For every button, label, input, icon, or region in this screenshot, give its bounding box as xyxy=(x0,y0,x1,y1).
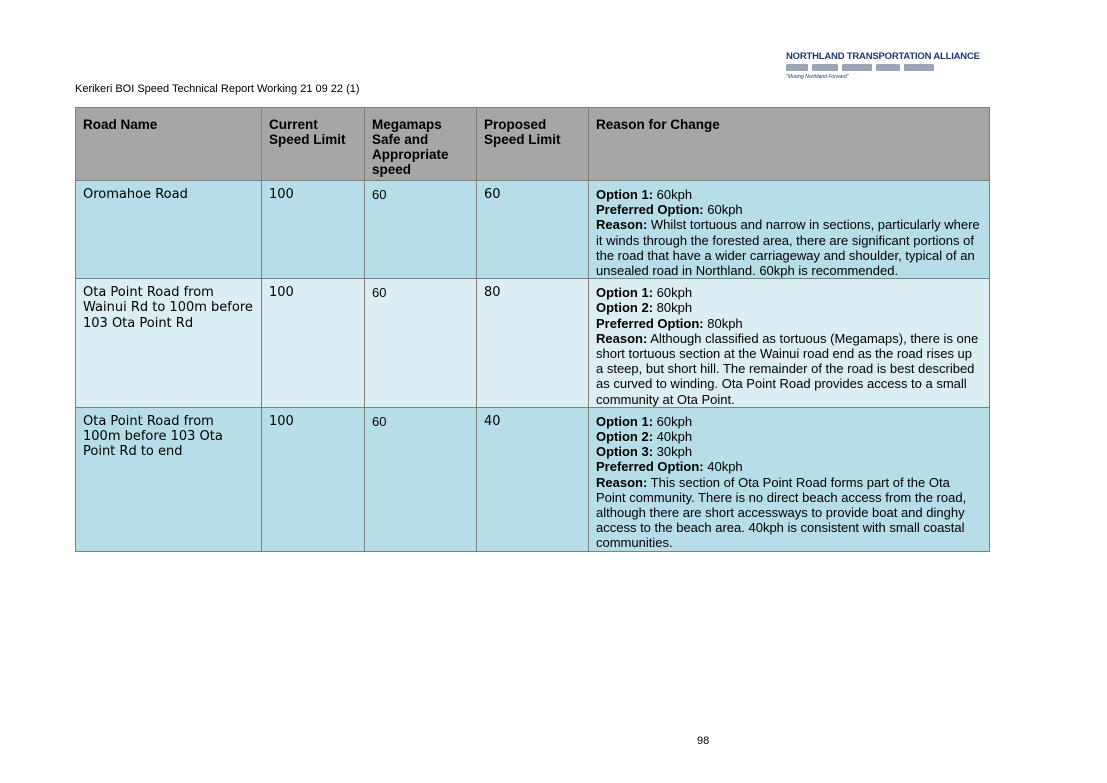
header-megamaps-speed: Megamaps Safe and Appropriate speed xyxy=(365,108,477,181)
current-limit-cell: 100 xyxy=(262,279,365,408)
current-limit-cell: 100 xyxy=(262,407,365,551)
option-text: 60kph xyxy=(653,187,693,202)
option-label: Option 1: xyxy=(596,187,654,202)
reason-cell xyxy=(589,181,990,279)
preferred-option-text: 80kph xyxy=(703,315,743,331)
speed-limit-table xyxy=(75,107,990,552)
option-label: Option 1: xyxy=(596,413,654,429)
reason-cell xyxy=(589,279,990,408)
reason-label: Reason: xyxy=(596,474,648,490)
page-number: 98 xyxy=(697,735,710,747)
road-name-cell: Ota Point Road from 100m before 103 Ota Point Rd to end xyxy=(76,407,262,551)
reason-label: Reason: xyxy=(596,330,648,346)
header-road-name: Road Name xyxy=(76,108,262,181)
table-row xyxy=(76,279,990,408)
logo-title: NORTHLAND TRANSPORTATION ALLIANCE xyxy=(786,51,980,62)
megamaps-cell: 60 xyxy=(365,279,477,408)
road-name-cell: Ota Point Road from Wainui Rd to 100m before 103 Ota Point Rd xyxy=(76,279,262,408)
option-label: Option 2: xyxy=(596,429,654,445)
table-row xyxy=(76,181,990,279)
reason-cell xyxy=(589,407,990,551)
reason-text: Although classified as tortuous (Megamaps), there is one short tortuous section at the Wainui road end as the road rises up a steep, but short hill. The remainder of the road is best described as curved to winding. Ota Point Road provides access to a small community at Ota Point. xyxy=(596,330,979,407)
preferred-option-text: 60kph xyxy=(703,202,743,218)
preferred-option-text: 40kph xyxy=(703,459,743,475)
option-text: 60kph xyxy=(653,413,693,429)
header-reason-for-change: Reason for Change xyxy=(589,108,990,181)
reason-text: This section of Ota Point Road forms part of the Ota Point community. There is no direct beach access from the road, although there are short accessways to provide boat and dinghy access to the beach area. 40kph is consistent with small coastal communities. xyxy=(596,474,967,551)
proposed-limit-cell: 40 xyxy=(477,407,589,551)
preferred-option-label: Preferred Option: xyxy=(596,202,704,218)
document-title: Kerikeri BOI Speed Technical Report Working 21 09 22 (1) xyxy=(75,83,360,95)
preferred-option-label: Preferred Option: xyxy=(596,459,704,475)
preferred-option-label: Preferred Option: xyxy=(596,315,704,331)
header-proposed-speed-limit: Proposed Speed Limit xyxy=(477,108,589,181)
option-label: Option 1: xyxy=(596,285,654,301)
option-label: Option 2: xyxy=(596,300,654,316)
partner-logos xyxy=(786,64,951,72)
option-text: 40kph xyxy=(653,429,693,445)
reason-text: Whilst tortuous and narrow in sections, particularly where it winds through the forested area, there are significant portions of the road that have a wider carriageway and shoulder, typical of an unsealed road in Northland. 60kph is recommended. xyxy=(596,217,980,279)
header-current-speed-limit: Current Speed Limit xyxy=(262,108,365,181)
option-text: 30kph xyxy=(653,444,693,460)
northland-transportation-alliance-logo xyxy=(786,51,980,83)
proposed-limit-cell: 80 xyxy=(477,279,589,408)
table-header-row xyxy=(76,108,990,181)
megamaps-cell: 60 xyxy=(365,181,477,279)
logo-tagline: "Moving Northland Forward" xyxy=(786,74,849,80)
current-limit-cell: 100 xyxy=(262,181,365,279)
megamaps-cell: 60 xyxy=(365,407,477,551)
table-row xyxy=(76,407,990,551)
option-text: 80kph xyxy=(653,300,693,316)
option-text: 60kph xyxy=(653,285,693,301)
reason-label: Reason: xyxy=(596,217,648,233)
option-label: Option 3: xyxy=(596,444,654,460)
proposed-limit-cell: 60 xyxy=(477,181,589,279)
road-name-cell: Oromahoe Road xyxy=(76,181,262,279)
